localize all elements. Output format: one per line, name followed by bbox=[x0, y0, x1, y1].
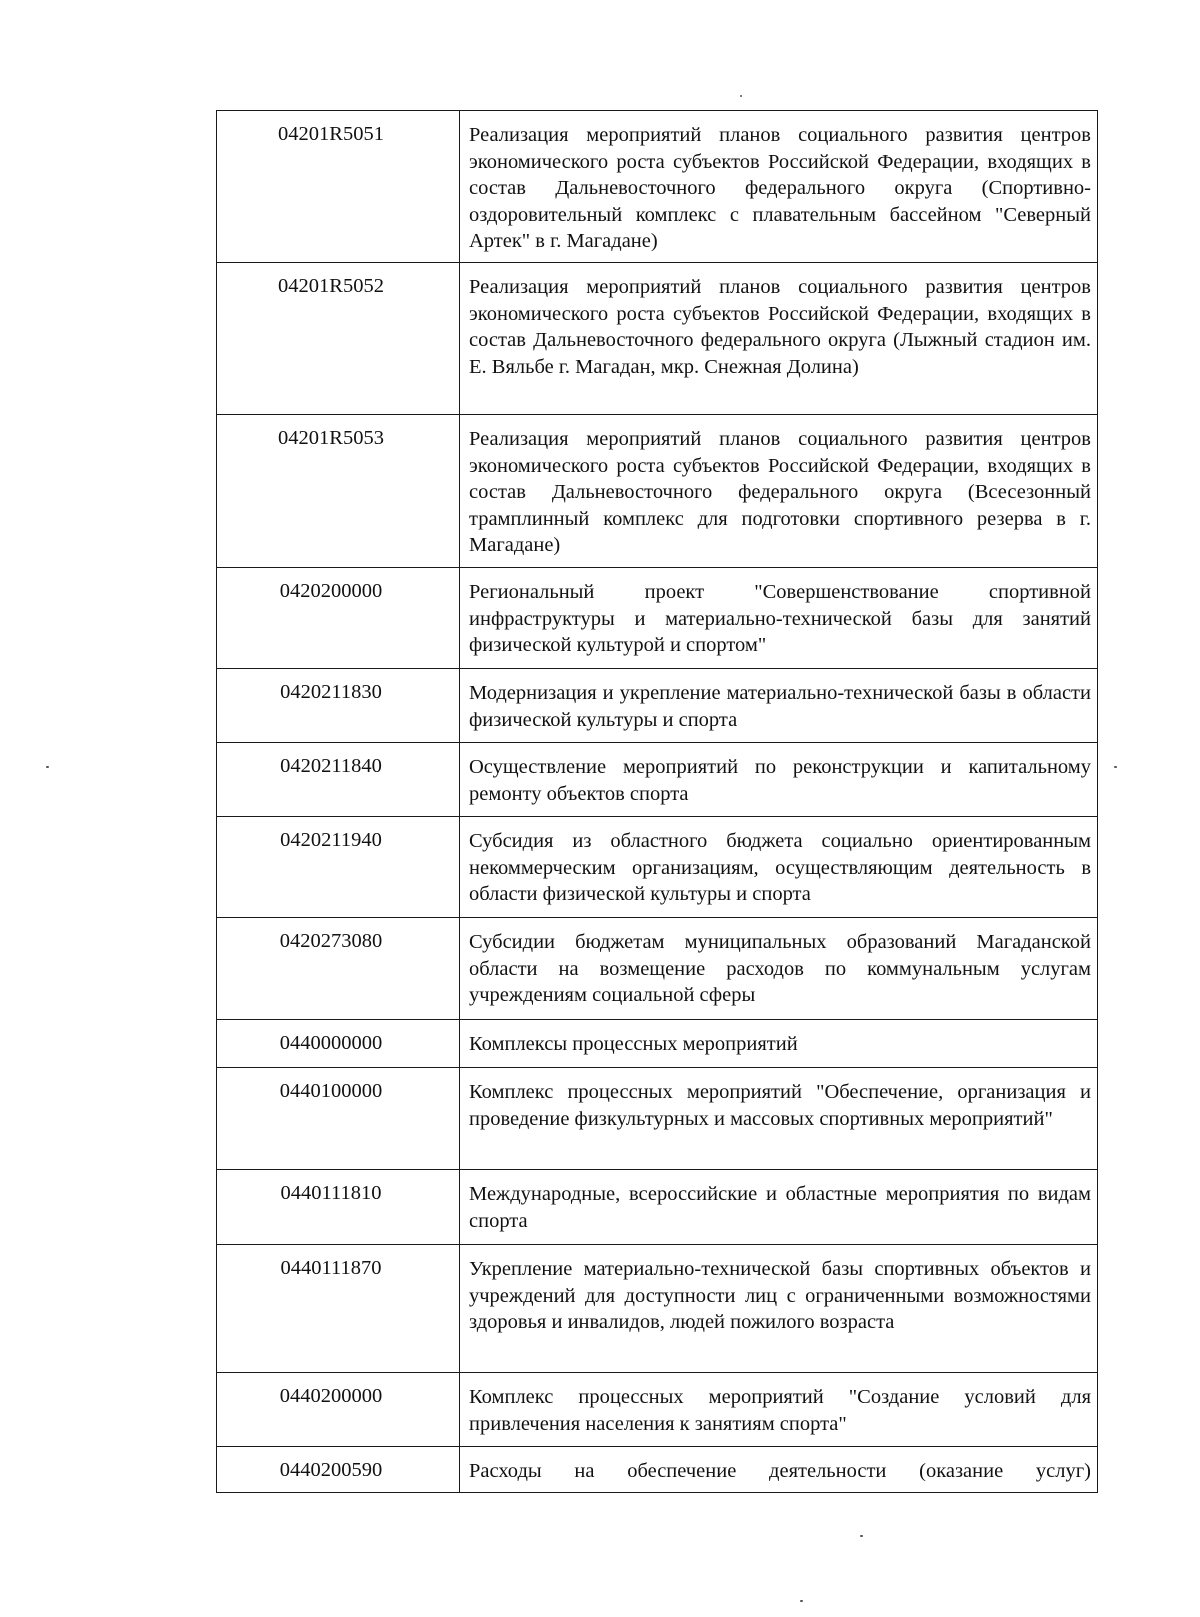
table-row bbox=[217, 817, 1098, 918]
table-row bbox=[217, 263, 1098, 415]
table-row bbox=[217, 1020, 1098, 1068]
code-cell: 0440200590 bbox=[217, 1447, 460, 1493]
table-row bbox=[217, 669, 1098, 743]
table-row bbox=[217, 1245, 1098, 1373]
table-row bbox=[217, 568, 1098, 669]
description-cell: Реализация мероприятий планов социального развития центров экономического роста субъектов Российской Федерации, входящих в состав Дальневосточного федерального округа (Всесезонный трамплинный комплекс для подготовки спортивного резерва в г. Магадане) bbox=[460, 415, 1098, 568]
description-cell: Расходы на обеспечение деятельности (оказание услуг) bbox=[460, 1447, 1098, 1493]
scan-speck bbox=[1114, 766, 1117, 768]
description-cell: Модернизация и укрепление материально-технической базы в области физической культуры и спорта bbox=[460, 669, 1098, 743]
table-row bbox=[217, 415, 1098, 568]
code-cell: 0440200000 bbox=[217, 1373, 460, 1447]
description-cell: Субсидии бюджетам муниципальных образований Магаданской области на возмещение расходов по коммунальным услугам учреждениям социальной сферы bbox=[460, 918, 1098, 1020]
description-cell: Осуществление мероприятий по реконструкции и капитальному ремонту объектов спорта bbox=[460, 743, 1098, 817]
code-cell: 0420211840 bbox=[217, 743, 460, 817]
scan-speck bbox=[800, 1600, 803, 1602]
description-cell: Региональный проект "Совершенствование спортивной инфраструктуры и материально-технической базы для занятий физической культурой и спортом" bbox=[460, 568, 1098, 669]
description-cell: Укрепление материально-технической базы спортивных объектов и учреждений для доступности лиц с ограниченными возможностями здоровья и инвалидов, людей пожилого возраста bbox=[460, 1245, 1098, 1373]
description-cell: Международные, всероссийские и областные мероприятия по видам спорта bbox=[460, 1170, 1098, 1245]
table-row bbox=[217, 111, 1098, 263]
table-row bbox=[217, 743, 1098, 817]
code-cell: 04201R5053 bbox=[217, 415, 460, 568]
description-cell: Реализация мероприятий планов социального развития центров экономического роста субъектов Российской Федерации, входящих в состав Дальневосточного федерального округа (Лыжный стадион им. Е. Вяльбе г. Магадан, мкр. Снежная Долина) bbox=[460, 263, 1098, 415]
budget-classification-table bbox=[216, 110, 1098, 1493]
code-cell: 04201R5052 bbox=[217, 263, 460, 415]
description-cell: Реализация мероприятий планов социального развития центров экономического роста субъектов Российской Федерации, входящих в состав Дальневосточного федерального округа (Спортивно-оздоровительный комплекс с плавательным бассейном "Северный Артек" в г. Магадане) bbox=[460, 111, 1098, 263]
code-cell: 0440111810 bbox=[217, 1170, 460, 1245]
code-cell: 0420211940 bbox=[217, 817, 460, 918]
description-cell: Комплекс процессных мероприятий "Обеспечение, организация и проведение физкультурных и массовых спортивных мероприятий" bbox=[460, 1068, 1098, 1170]
code-cell: 0420200000 bbox=[217, 568, 460, 669]
description-cell: Комплексы процессных мероприятий bbox=[460, 1020, 1098, 1068]
scan-speck bbox=[740, 95, 742, 97]
code-cell: 0420273080 bbox=[217, 918, 460, 1020]
table-row bbox=[217, 1068, 1098, 1170]
code-cell: 04201R5051 bbox=[217, 111, 460, 263]
table-row bbox=[217, 1373, 1098, 1447]
description-cell: Комплекс процессных мероприятий "Создание условий для привлечения населения к занятиям спорта" bbox=[460, 1373, 1098, 1447]
code-cell: 0440111870 bbox=[217, 1245, 460, 1373]
table-row bbox=[217, 1447, 1098, 1493]
code-cell: 0420211830 bbox=[217, 669, 460, 743]
code-cell: 0440000000 bbox=[217, 1020, 460, 1068]
scan-speck bbox=[46, 766, 49, 768]
description-cell: Субсидия из областного бюджета социально ориентированным некоммерческим организациям, осуществляющим деятельность в области физической культуры и спорта bbox=[460, 817, 1098, 918]
table-row bbox=[217, 918, 1098, 1020]
scan-speck bbox=[860, 1535, 863, 1537]
code-cell: 0440100000 bbox=[217, 1068, 460, 1170]
table-row bbox=[217, 1170, 1098, 1245]
